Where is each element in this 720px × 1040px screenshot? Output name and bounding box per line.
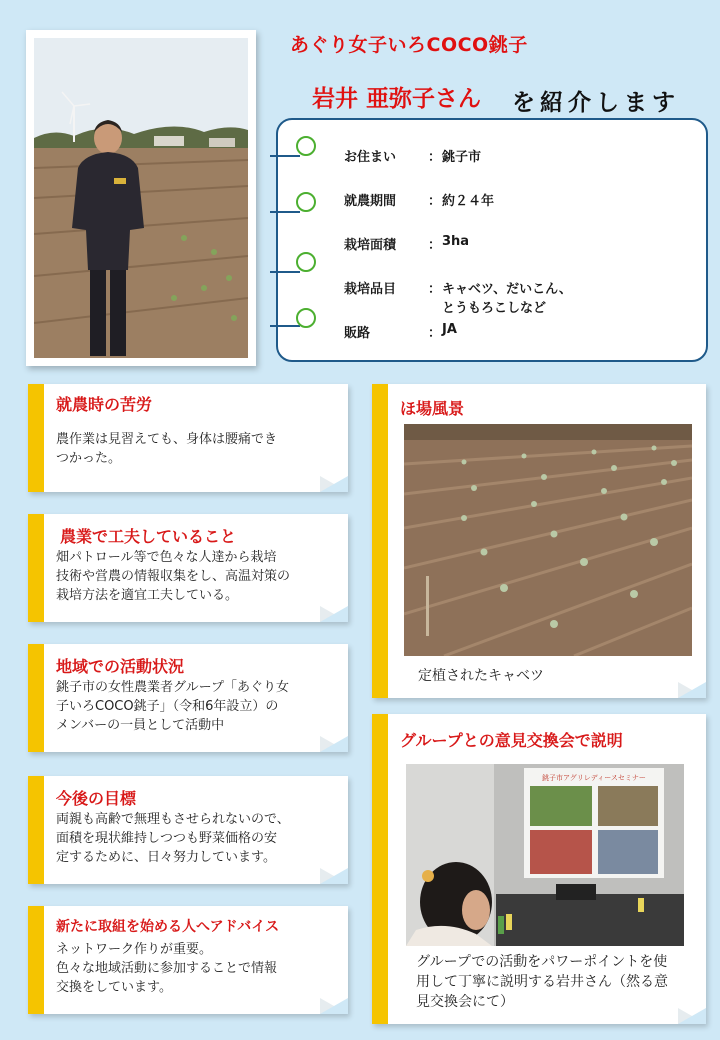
profile-row-residence <box>344 146 481 165</box>
card-title: 就農時の苦労 <box>56 395 153 414</box>
field-photo <box>404 424 692 656</box>
portrait-illustration <box>34 38 248 358</box>
page-curl-shadow <box>320 998 348 1014</box>
card-advice <box>28 906 348 1014</box>
card-accent-bar <box>28 776 44 884</box>
page-curl-shadow <box>320 606 348 622</box>
card-accent-bar <box>372 384 388 698</box>
portrait-photo <box>34 38 248 358</box>
card-text: 銚子市の女性農業者グループ「あぐり女 子いろCOCO銚子」（令和6年設立）の メンバーの一員として活動中 <box>56 680 289 733</box>
card-title: ほ場風景 <box>400 399 465 418</box>
meeting-illustration <box>406 764 684 946</box>
card-goals <box>28 776 348 884</box>
card-title: グループとの意見交換会で説明 <box>400 731 623 750</box>
profile-value-line: JA <box>442 322 457 337</box>
org-name: あぐり女子いろCOCO銚子 <box>290 34 528 56</box>
card-field <box>372 384 706 698</box>
card-text: 農作業は見習えても、身体は腰痛でき つかった。 <box>56 432 278 466</box>
portrait-frame <box>26 30 256 366</box>
field-illustration <box>404 424 692 656</box>
profile-label: 販路 <box>344 326 371 341</box>
ring-icon <box>296 136 316 156</box>
meeting-caption: グループでの活動をパワーポイントを使 用して丁寧に説明する岩井さん（然る意 見交換会にて） <box>416 954 668 1010</box>
card-accent-bar <box>28 384 44 492</box>
page-curl-shadow <box>320 868 348 884</box>
profile-value <box>442 146 481 165</box>
profile-value-line: とうもろこしなど <box>442 301 547 316</box>
profile-colon: ： <box>428 238 442 253</box>
ring-tail <box>270 271 300 273</box>
card-title: 今後の目標 <box>56 789 137 808</box>
slide-title: 銚子市アグリレディースセミナー <box>542 774 646 782</box>
profile-label: 就農期間 <box>344 194 397 209</box>
ring-tail <box>270 155 300 157</box>
profile-value-line: 銚子市 <box>442 150 482 165</box>
card-text: ネットワーク作りが重要。 色々な地域活動に参加することで情報 交換をしています。 <box>56 942 278 995</box>
profile-colon: ： <box>428 194 442 209</box>
card-accent-bar <box>28 644 44 752</box>
profile-value-line: キャベツ、だいこん、 <box>442 282 572 297</box>
person-name: 岩井 亜弥子さん <box>312 86 482 112</box>
profile-colon: ： <box>428 282 442 297</box>
profile-row-channel <box>344 322 457 341</box>
card-text: 畑パトロール等で色々な人達から栽培 技術や営農の情報収集をし、高温対策の 栽培方法を適宜工夫している。 <box>56 550 291 603</box>
page-curl-shadow <box>320 736 348 752</box>
card-hardship <box>28 384 348 492</box>
ring-icon <box>296 308 316 328</box>
profile-row-area <box>344 234 469 253</box>
page-curl-shadow <box>678 1008 706 1024</box>
card-title: 農業で工夫していること <box>60 527 237 546</box>
card-community <box>28 644 348 752</box>
profile-value-line: 3ha <box>442 234 470 249</box>
profile-label: 栽培品目 <box>344 282 397 297</box>
profile-value <box>442 278 572 316</box>
profile-box <box>276 118 708 362</box>
card-meeting <box>372 714 706 1024</box>
profile-label: お住まい <box>344 150 397 165</box>
card-ingenuity <box>28 514 348 622</box>
profile-colon: ： <box>428 150 442 165</box>
profile-row-crops <box>344 278 572 316</box>
profile-value-line: 約２４年 <box>442 194 495 209</box>
profile-colon: ： <box>428 326 442 341</box>
ring-icon <box>296 192 316 212</box>
meeting-photo <box>406 764 684 946</box>
card-title: 地域での活動状況 <box>56 657 185 676</box>
card-accent-bar <box>28 514 44 622</box>
page-curl-shadow <box>320 476 348 492</box>
profile-label: 栽培面積 <box>344 238 397 253</box>
ring-icon <box>296 252 316 272</box>
profile-value <box>442 190 494 209</box>
card-accent-bar <box>372 714 388 1024</box>
card-text: 両親も高齢で無理もさせられないので、 面積を現状維持しつつも野菜価格の安 定するために、日々努力しています。 <box>56 812 290 865</box>
card-title: 新たに取組を始める人へアドバイス <box>56 919 280 935</box>
card-accent-bar <box>28 906 44 1014</box>
profile-row-years <box>344 190 494 209</box>
ring-tail <box>270 325 300 327</box>
profile-value <box>442 234 469 249</box>
page-curl-shadow <box>678 682 706 698</box>
intro-suffix: を紹介します <box>512 90 680 116</box>
field-caption: 定植されたキャベツ <box>418 668 544 684</box>
profile-value <box>442 322 457 337</box>
ring-tail <box>270 211 300 213</box>
